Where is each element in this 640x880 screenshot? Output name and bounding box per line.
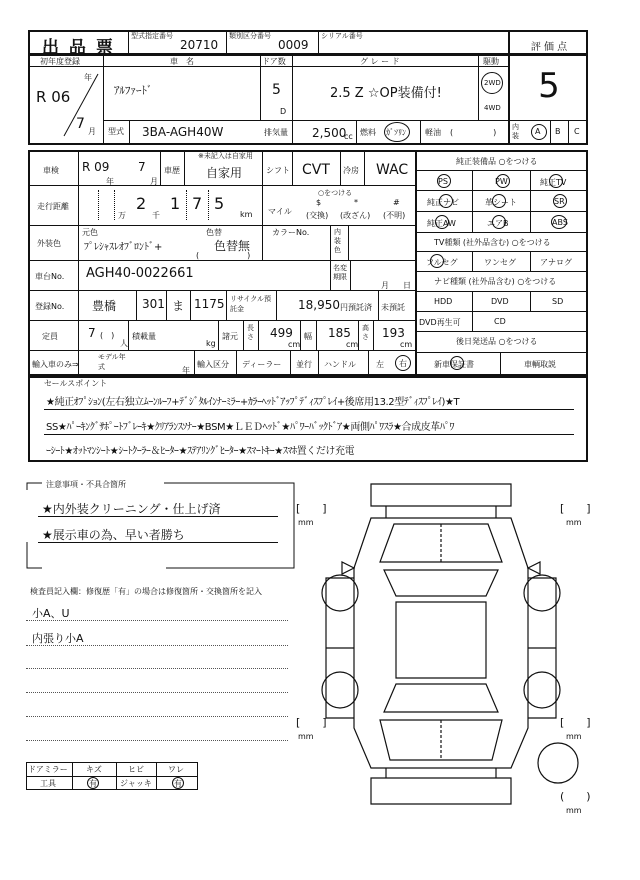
capacity-paren: ( ) (100, 331, 115, 340)
parallel-label: 並行 (296, 360, 312, 369)
navi-sd: SD (552, 297, 564, 306)
dims-label: 諸元 (222, 332, 238, 341)
grade-label: グ レ ー ド (360, 57, 400, 66)
left-label: 左 (376, 360, 384, 369)
shift-value: CVT (302, 162, 330, 178)
color-no-label: カラーNo. (272, 228, 310, 237)
score-label: 評 価 点 (530, 42, 568, 53)
tv-oneseg: ワンセグ (484, 258, 516, 267)
drive-2wd: 2WD (484, 79, 501, 87)
inspector-label: 検査員記入欄：修復歴「有」の場合は修復箇所・交換箇所を記入 (30, 587, 262, 596)
car-name-value: ｱﾙﾌｧｰﾄﾞ (114, 84, 153, 97)
reg-kana: ま (172, 299, 185, 313)
mileage-label: 走行距離 (37, 202, 69, 211)
inspection-year-unit: 年 (106, 177, 114, 186)
diesel-paren: ( ) (450, 128, 497, 137)
inspector-blank-5 (26, 716, 288, 717)
mileage-sen: 千 (152, 211, 160, 220)
color-change-value: 色替無 (214, 239, 251, 253)
drive-4wd: 4WD (484, 104, 501, 112)
chassis-value: AGH40-0022661 (86, 266, 194, 281)
sales-line-3: ｰｼｰﾄ★ｵｯﾄﾏﾝｼｰﾄ★ｼｰﾄｸｰﾗｰ＆ﾋｰﾀｰ★ｽﾃｱﾘﾝｸﾞﾋｰﾀｰ★ｽﾏｰﾄｷｰ★ｽﾏﾎ置くだけ充電 (46, 446, 355, 457)
first-reg-month: 7 (76, 116, 85, 132)
height-unit: cm (400, 340, 413, 349)
serial-label: シリアル番号 (321, 32, 363, 40)
inspector-line-1: 小A、U (32, 607, 70, 620)
first-reg-year: R 06 (36, 88, 71, 106)
notes-label: 注意事項・不具合箇所 (46, 480, 126, 489)
equip-abs: ABS (552, 218, 568, 227)
dvd-play-label: DVD再生可 (419, 318, 461, 327)
door-label: ドア数 (262, 57, 286, 66)
car-name-label: 車 名 (170, 57, 194, 66)
reg-label: 登録No. (35, 302, 65, 311)
height-value: 193 (382, 326, 405, 340)
equip-airbag: エアB (487, 219, 509, 228)
orig-color-label: 元色 (82, 228, 98, 237)
door-mirror-label: ドアミラー (28, 765, 68, 774)
equipment-title: 純正装備品 ○をつける (456, 157, 538, 166)
color-paren: ( ) (196, 251, 251, 260)
exchange-paren: (交換) (306, 211, 329, 220)
reg-class: 301 (142, 297, 165, 311)
exchange-dollar: $ (316, 198, 322, 207)
shift-label: シフト (266, 166, 290, 175)
inspection-month: 7 (138, 160, 146, 174)
width-value: 185 (328, 326, 351, 340)
ac-value: WAC (376, 162, 409, 178)
length-value: 499 (270, 326, 293, 340)
history-note: ※未記入は自家用 (198, 152, 253, 160)
inspector-blank-4 (26, 692, 288, 693)
length-label: 長さ (247, 324, 254, 341)
exterior-label: 外装色 (37, 239, 61, 248)
jack-value: 有 (174, 779, 182, 788)
class-label: 類別区分番号 (229, 32, 271, 40)
interior-b: B (555, 127, 561, 136)
first-reg-year-unit: 年 (84, 73, 92, 82)
orig-color-value: ﾌﾟﾚｼｬｽﾚｵﾌﾞﾛﾝﾄﾞ+ (84, 242, 163, 253)
capacity-value: 7 (88, 326, 96, 340)
scratch-label: キズ (86, 765, 102, 774)
recycle-unit: 円預託済 (340, 303, 372, 312)
warranty-label: 新車保証書 (434, 360, 474, 369)
reg-place: 豊橋 (92, 299, 117, 313)
inspector-blank-3 (26, 668, 288, 669)
equip-navi: 純正ナビ (427, 198, 459, 207)
equip-leather: 革シート (485, 198, 517, 207)
reg-number: 1175 (194, 297, 225, 311)
inspector-line-2: 内張り小A (32, 632, 84, 645)
fuel-value: ｶﾞｿﾘﾝ (386, 128, 406, 137)
mileage-km: km (240, 210, 253, 219)
equip-ps: PS (438, 177, 448, 186)
dealer-label: ディーラー (242, 360, 282, 369)
crack-label: ヒビ (128, 765, 144, 774)
diesel-label: 軽油 (425, 128, 441, 137)
score-value: 5 (538, 66, 560, 106)
mile-label: マイル (268, 207, 292, 216)
recycle-status: 未預託 (381, 303, 405, 312)
mileage-digit-6: 5 (214, 194, 225, 213)
diagram-bracket-bl: [ ] (296, 716, 327, 729)
displacement-unit: cc (344, 132, 353, 141)
notes-line-2: ★展示車の為、早い者勝ち (42, 528, 185, 542)
interior-a: A (535, 127, 541, 136)
ac-label: 冷房 (343, 166, 359, 175)
car-diagram (296, 478, 586, 818)
sales-line-1: ★純正ｵﾌﾟｼｮﾝ(左右独立ﾑｰﾝﾙｰﾌ+ﾃﾞｼﾞﾀﾙｲﾝﾅｰﾐﾗｰ+ｶﾗｰﾍｯﾄﾞｱｯﾌﾟﾃﾞｨｽﾌﾟﾚｲ+後席用13.2型ﾃﾞｨｽﾌﾟﾚｲ)★T (46, 397, 460, 408)
displacement-value: 2,500 (312, 126, 347, 140)
model-label: 型式 (108, 127, 124, 136)
unknown-hash: # (393, 198, 400, 207)
equip-pw: PW (495, 177, 508, 186)
history-value: 自家用 (206, 166, 243, 180)
sales-label: セールスポイント (44, 379, 108, 388)
inspection-month-unit: 月 (150, 177, 158, 186)
recycle-label: リサイクル預託金 (230, 295, 272, 313)
sales-line-2: SS★ﾊﾟｰｷﾝｸﾞｻﾎﾟｰﾄﾌﾞﾚｰｷ★ｸﾘｱﾗﾝｽｿﾅｰ★BSM★ＬＥＤﾍｯﾄﾞ★ﾊﾟﾜｰﾊﾞｯｸﾄﾞｱ★両側ﾊﾟﾜｽﾗ★合成皮革ﾊﾟﾜ (46, 422, 455, 433)
first-reg-label: 初年度登録 (40, 57, 80, 66)
sheet-title: 出 品 票 (42, 38, 115, 58)
mileage-digit-4: 1 (170, 194, 181, 213)
load-unit: kg (206, 339, 216, 348)
fuel-label: 燃料 (360, 128, 376, 137)
grade-value: 2.5 Z ☆OP装備付! (330, 86, 442, 101)
handle-label: ハンドル (324, 360, 356, 369)
mileage-digit-3: 2 (136, 194, 147, 213)
nc-month: 月 (381, 281, 389, 290)
tv-title: TV種類 (社外品含む) ○をつける (434, 238, 551, 247)
navi-dvd: DVD (491, 297, 509, 306)
width-unit: cm (346, 340, 359, 349)
load-label: 積載量 (132, 332, 156, 341)
capacity-label: 定員 (42, 332, 58, 341)
recycle-value: 18,950 (298, 298, 340, 312)
unknown-paren: (不明) (383, 211, 406, 220)
right-label: 右 (399, 359, 407, 368)
manual-label: 車輌取説 (524, 360, 556, 369)
door-suffix: D (280, 107, 287, 116)
type-cert-value: 20710 (180, 38, 219, 52)
mileage-man: 万 (118, 211, 126, 220)
equipment-grid (415, 170, 588, 232)
diagram-bracket-br: [ ] (560, 716, 591, 729)
interior-color-label: 内装色 (334, 228, 341, 254)
altered-star: * (354, 198, 358, 207)
diagram-mm-bl: mm (298, 732, 314, 741)
navi-hdd: HDD (434, 297, 453, 306)
broken-label: ワレ (168, 765, 184, 774)
cd-label: CD (494, 317, 506, 326)
model-year-label: モデル年式 (98, 353, 126, 371)
equip-sr: SR (554, 197, 565, 206)
diagram-mm-tl: mm (298, 518, 314, 527)
chassis-label: 車台No. (35, 272, 65, 281)
later-title: 後日発送品 ○をつける (456, 337, 538, 346)
name-change-label: 名変期限 (333, 264, 347, 281)
door-value: 5 (272, 82, 281, 98)
diagram-paren-spare: ( ) (560, 790, 591, 803)
equip-aw: 純正AW (427, 219, 456, 228)
import-label: 輸入車のみ⇒ (32, 360, 79, 369)
tv-fullseg: フルセグ (426, 258, 458, 267)
class-value: 0009 (278, 38, 309, 52)
tool-value: 有 (89, 779, 97, 788)
import-type-label: 輸入区分 (197, 360, 229, 369)
inspector-blank-6 (26, 740, 288, 741)
history-label: 車歴 (164, 166, 180, 175)
diagram-mm-br: mm (566, 732, 582, 741)
diagram-bracket-tl: [ ] (296, 502, 327, 515)
diagram-bracket-tr: [ ] (560, 502, 591, 515)
interior-c: C (574, 127, 580, 136)
type-cert-label: 型式指定番号 (131, 32, 173, 40)
diagram-mm-spare: mm (566, 806, 582, 815)
mileage-digit-5: 7 (192, 194, 203, 213)
capacity-unit: 人 (120, 339, 128, 348)
drive-label: 駆動 (483, 57, 499, 66)
tool-label: 工具 (40, 779, 56, 788)
interior-label: 内装 (512, 123, 519, 140)
notes-line-1: ★内外装クリーニング・仕上げ済 (42, 502, 221, 516)
jack-label: ジャッキ (120, 779, 152, 788)
equip-tv: 純正TV (540, 178, 567, 187)
exchange-note: ○をつける (318, 189, 353, 197)
altered-paren: (改ざん) (340, 211, 371, 220)
diagram-mm-tr: mm (566, 518, 582, 527)
color-number-label: 色替 (206, 228, 222, 237)
navi-title: ナビ種類 (社外品含む) ○をつける (434, 277, 557, 286)
tv-analog: アナログ (540, 258, 572, 267)
nc-day: 日 (403, 281, 411, 290)
model-year-unit: 年 (182, 366, 190, 375)
displacement-label: 排気量 (264, 128, 288, 137)
length-unit: cm (288, 340, 301, 349)
first-reg-month-unit: 月 (88, 127, 96, 136)
inspection-label: 車検 (43, 166, 59, 175)
width-label: 幅 (304, 332, 312, 341)
model-value: 3BA-AGH40W (142, 125, 224, 139)
height-label: 高さ (362, 324, 369, 341)
inspection-year: R 09 (82, 160, 110, 174)
mileage-digits (84, 190, 254, 222)
